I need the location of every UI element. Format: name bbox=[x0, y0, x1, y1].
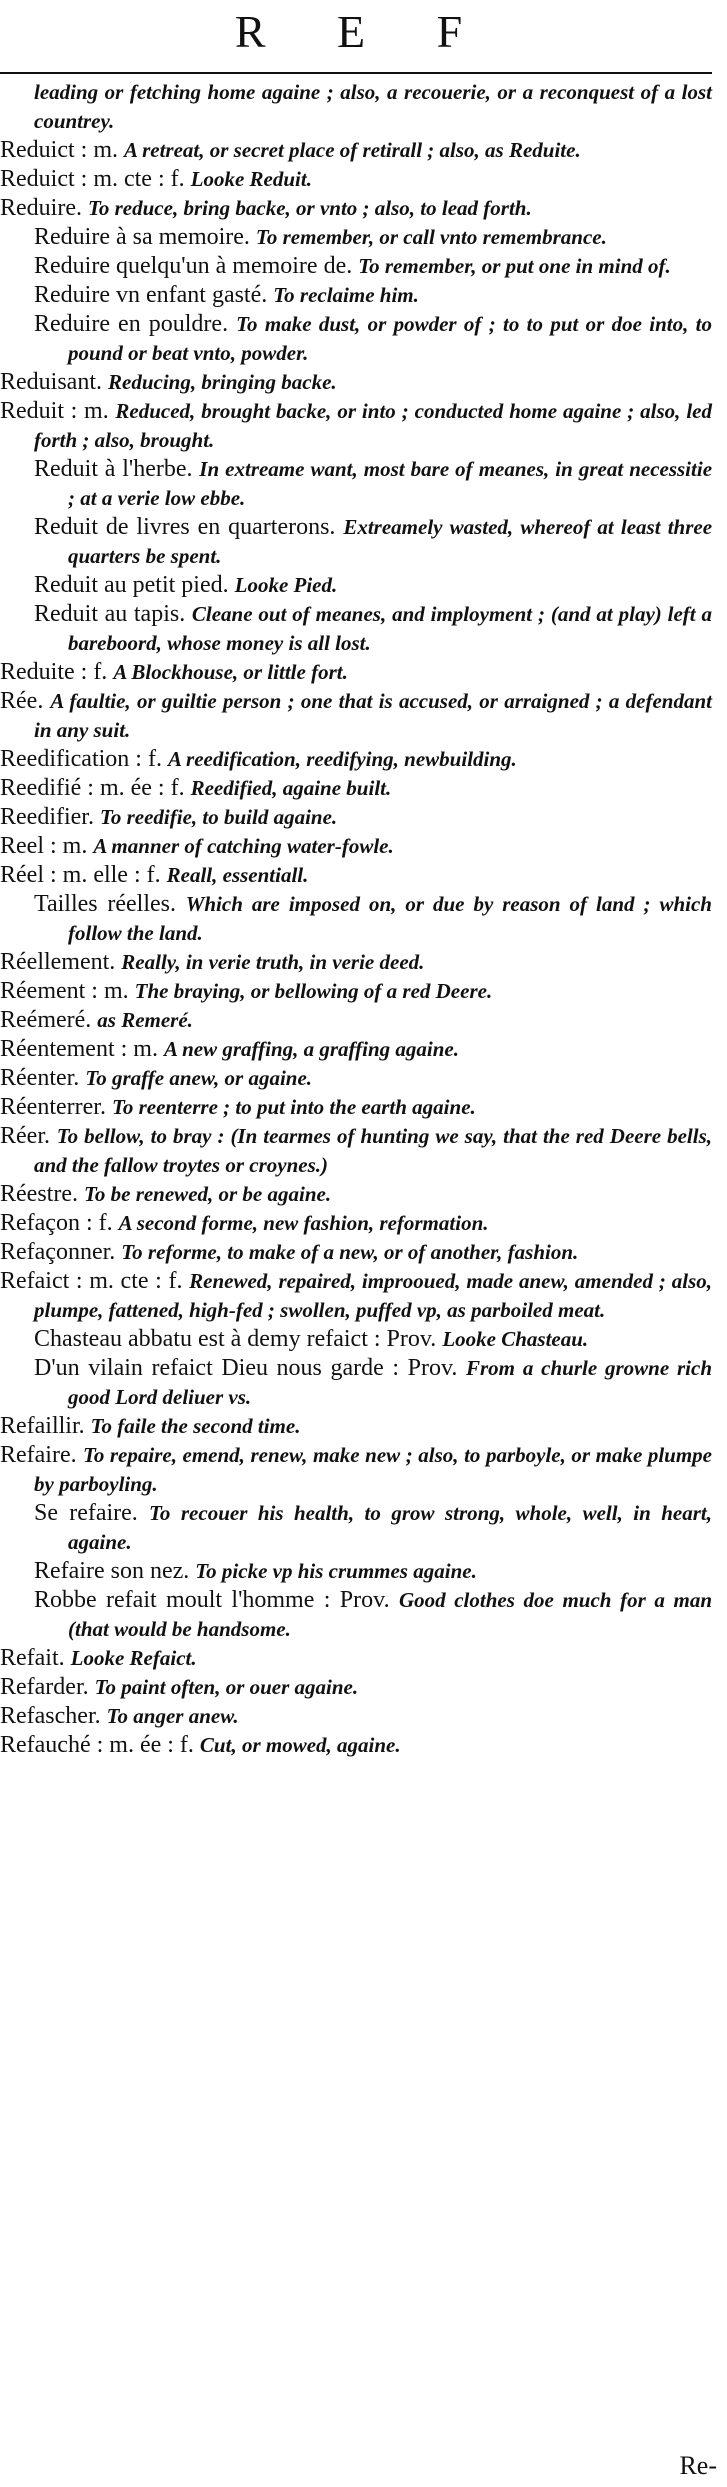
definition: To reduce, bring backe, or vnto ; also, to lead forth. bbox=[87, 196, 532, 220]
definition: A second forme, new fashion, reformation. bbox=[118, 1211, 489, 1235]
headword: Reduire. bbox=[0, 195, 82, 221]
definition: Reduced, brought backe, or into ; conducted home againe ; also, led forth ; also, brought. bbox=[34, 399, 713, 452]
headword: D'un vilain refaict Dieu nous garde : Prov. bbox=[34, 1355, 458, 1381]
dictionary-entry bbox=[0, 1238, 712, 1267]
dictionary-entry bbox=[0, 745, 712, 774]
headword: Réel : m. elle : f. bbox=[0, 862, 161, 888]
dictionary-entry bbox=[0, 1441, 712, 1499]
definition: In extreame want, most bare of meanes, in great necessitie ; at a verie low ebbe. bbox=[68, 457, 713, 510]
headword: Réer. bbox=[0, 1123, 50, 1149]
definition: Looke Chasteau. bbox=[442, 1327, 589, 1351]
sub-entry bbox=[0, 281, 712, 310]
definition: The braying, or bellowing of a red Deere. bbox=[134, 979, 493, 1003]
headword: Reémeré. bbox=[0, 1007, 92, 1033]
sub-entry bbox=[0, 600, 712, 658]
definition: A manner of catching water-fowle. bbox=[93, 834, 394, 858]
dictionary-entry bbox=[0, 1180, 712, 1209]
headword: Reduit de livres en quarterons. bbox=[34, 514, 336, 540]
headword: Refaire son nez. bbox=[34, 1558, 190, 1584]
headword: Reedifier. bbox=[0, 804, 94, 830]
headword: Reduict : m. cte : f. bbox=[0, 166, 185, 192]
headword: Reduire quelqu'un à memoire de. bbox=[34, 253, 353, 279]
definition: Reedified, againe built. bbox=[190, 776, 392, 800]
entry-continuation bbox=[0, 78, 712, 136]
definition: To reforme, to make of a new, or of another, fashion. bbox=[121, 1240, 579, 1264]
headword: Refaire. bbox=[0, 1442, 77, 1468]
definition: To repaire, emend, renew, make new ; also, to parboyle, or make plumpe by parboyling. bbox=[34, 1443, 713, 1496]
headword: Reduit au petit pied. bbox=[34, 572, 229, 598]
headword: Refarder. bbox=[0, 1674, 89, 1700]
definition: Reducing, bringing backe. bbox=[108, 370, 337, 394]
definition: Looke Pied. bbox=[234, 573, 338, 597]
definition: A reedification, reedifying, newbuilding. bbox=[167, 747, 517, 771]
headword: Reedifié : m. ée : f. bbox=[0, 775, 185, 801]
definition: To reclaime him. bbox=[273, 283, 419, 307]
headword: Reduit au tapis. bbox=[34, 601, 186, 627]
headword: Reduire à sa memoire. bbox=[34, 224, 250, 250]
dictionary-entry bbox=[0, 136, 712, 165]
definition: leading or fetching home againe ; also, a recouerie, or a reconquest of a lost countrey. bbox=[34, 80, 712, 133]
definition: To graffe anew, or againe. bbox=[85, 1066, 313, 1090]
definition: Which are imposed on, or due by reason of land ; which follow the land. bbox=[68, 892, 712, 945]
sub-entry bbox=[0, 571, 712, 600]
definition: To recouer his health, to grow strong, whole, well, in heart, againe. bbox=[68, 1501, 713, 1554]
headword: Refait. bbox=[0, 1645, 65, 1671]
definition: Cut, or mowed, againe. bbox=[199, 1733, 401, 1757]
definition: Renewed, repaired, improoued, made anew, amended ; also, plumpe, fattened, high-fed ; swollen, puffed vp, as parboiled meat. bbox=[34, 1269, 713, 1322]
headword: Reduire vn enfant gasté. bbox=[34, 282, 268, 308]
definition: Really, in verie truth, in verie deed. bbox=[121, 950, 425, 974]
sub-entry bbox=[0, 1354, 712, 1412]
definition: Reall, essentiall. bbox=[166, 863, 309, 887]
sub-entry bbox=[0, 1586, 712, 1644]
definition: To paint often, or ouer againe. bbox=[94, 1675, 359, 1699]
definition: Extreamely wasted, whereof at least three quarters be spent. bbox=[68, 515, 713, 568]
dictionary-entry bbox=[0, 1122, 712, 1180]
headword: Reduit : m. bbox=[0, 398, 109, 424]
definition: A Blockhouse, or little fort. bbox=[113, 660, 348, 684]
headword: Refaçonner. bbox=[0, 1239, 116, 1265]
definition: A new graffing, a graffing againe. bbox=[163, 1037, 459, 1061]
catchword: Re- bbox=[679, 2451, 717, 2480]
sub-entry bbox=[0, 455, 712, 513]
headword: Se refaire. bbox=[34, 1500, 138, 1526]
dictionary-entry bbox=[0, 1731, 712, 1760]
dictionary-entry bbox=[0, 1064, 712, 1093]
dictionary-entry bbox=[0, 687, 712, 745]
definition: To anger anew. bbox=[106, 1704, 239, 1728]
headword: Réenter. bbox=[0, 1065, 80, 1091]
running-head: R E F bbox=[234, 6, 493, 57]
definition: A retreat, or secret place of retirall ; also, as Reduite. bbox=[123, 138, 581, 162]
headword: Refaçon : f. bbox=[0, 1210, 113, 1236]
definition: Cleane out of meanes, and imployment ; (and at play) left a bareboord, whose money is all lost. bbox=[68, 602, 712, 655]
headword: Reduite : f. bbox=[0, 659, 108, 685]
headword: Reduisant. bbox=[0, 369, 102, 395]
headword: Reduit à l'herbe. bbox=[34, 456, 193, 482]
dictionary-entry bbox=[0, 368, 712, 397]
headword: Rée. bbox=[0, 688, 44, 714]
dictionary-entry bbox=[0, 1093, 712, 1122]
dictionary-entry bbox=[0, 1673, 712, 1702]
dictionary-entry bbox=[0, 397, 712, 455]
sub-entry bbox=[0, 513, 712, 571]
dictionary-entry bbox=[0, 1209, 712, 1238]
headword: Robbe refait moult l'homme : Prov. bbox=[34, 1587, 390, 1613]
headword: Refaillir. bbox=[0, 1413, 85, 1439]
sub-entry bbox=[0, 252, 712, 281]
dictionary-entry bbox=[0, 194, 712, 223]
dictionary-entry bbox=[0, 1267, 712, 1325]
headword: Reedification : f. bbox=[0, 746, 162, 772]
definition: To remember, or call vnto remembrance. bbox=[255, 225, 607, 249]
definition: Looke Reduit. bbox=[190, 167, 312, 191]
sub-entry bbox=[0, 310, 712, 368]
sub-entry bbox=[0, 1325, 712, 1354]
headword: Réenterrer. bbox=[0, 1094, 106, 1120]
headword: Réentement : m. bbox=[0, 1036, 158, 1062]
dictionary-entry bbox=[0, 861, 712, 890]
header-rule bbox=[0, 72, 712, 74]
dictionary-entry bbox=[0, 1035, 712, 1064]
sub-entry bbox=[0, 890, 712, 948]
entry-list bbox=[0, 78, 712, 1760]
definition: From a churle growne rich good Lord deliuer vs. bbox=[68, 1356, 713, 1409]
dictionary-entry bbox=[0, 803, 712, 832]
definition: To remember, or put one in mind of. bbox=[358, 254, 671, 278]
headword: Reel : m. bbox=[0, 833, 88, 859]
definition: To make dust, or powder of ; to to put or doe into, to pound or beat vnto, powder. bbox=[68, 312, 713, 365]
headword: Réement : m. bbox=[0, 978, 129, 1004]
definition: To reedifie, to build againe. bbox=[99, 805, 338, 829]
headword: Tailles réelles. bbox=[34, 891, 176, 917]
definition: Good clothes doe much for a man (that would be handsome. bbox=[68, 1588, 713, 1641]
sub-entry bbox=[0, 1499, 712, 1557]
headword: Refascher. bbox=[0, 1703, 101, 1729]
definition: To be renewed, or be againe. bbox=[83, 1182, 332, 1206]
sub-entry bbox=[0, 223, 712, 252]
headword: Reduict : m. bbox=[0, 137, 118, 163]
headword: Chasteau abbatu est à demy refaict : Prov. bbox=[34, 1326, 437, 1352]
dictionary-entry bbox=[0, 832, 712, 861]
definition: To bellow, to bray : (In tearmes of hunting we say, that the red Deere bells, and the fallow troytes or croynes.) bbox=[34, 1124, 713, 1177]
dictionary-entry bbox=[0, 1412, 712, 1441]
dictionary-entry bbox=[0, 774, 712, 803]
headword: Reduire en pouldre. bbox=[34, 311, 229, 337]
dictionary-entry bbox=[0, 1702, 712, 1731]
dictionary-entry bbox=[0, 165, 712, 194]
dictionary-entry bbox=[0, 1006, 712, 1035]
headword: Réellement. bbox=[0, 949, 116, 975]
sub-entry bbox=[0, 1557, 712, 1586]
headword: Refauché : m. ée : f. bbox=[0, 1732, 194, 1758]
dictionary-entry bbox=[0, 948, 712, 977]
dictionary-entry bbox=[0, 1644, 712, 1673]
definition: To reenterre ; to put into the earth againe. bbox=[111, 1095, 476, 1119]
headword: Refaict : m. cte : f. bbox=[0, 1268, 183, 1294]
headword: Réestre. bbox=[0, 1181, 78, 1207]
definition: Looke Refaict. bbox=[70, 1646, 197, 1670]
dictionary-entry bbox=[0, 977, 712, 1006]
definition: To faile the second time. bbox=[90, 1414, 301, 1438]
definition: as Remeré. bbox=[97, 1008, 193, 1032]
definition: To picke vp his crummes againe. bbox=[195, 1559, 477, 1583]
definition: A faultie, or guiltie person ; one that is accused, or arraigned ; a defendant in any suit. bbox=[34, 689, 712, 742]
dictionary-entry bbox=[0, 658, 712, 687]
